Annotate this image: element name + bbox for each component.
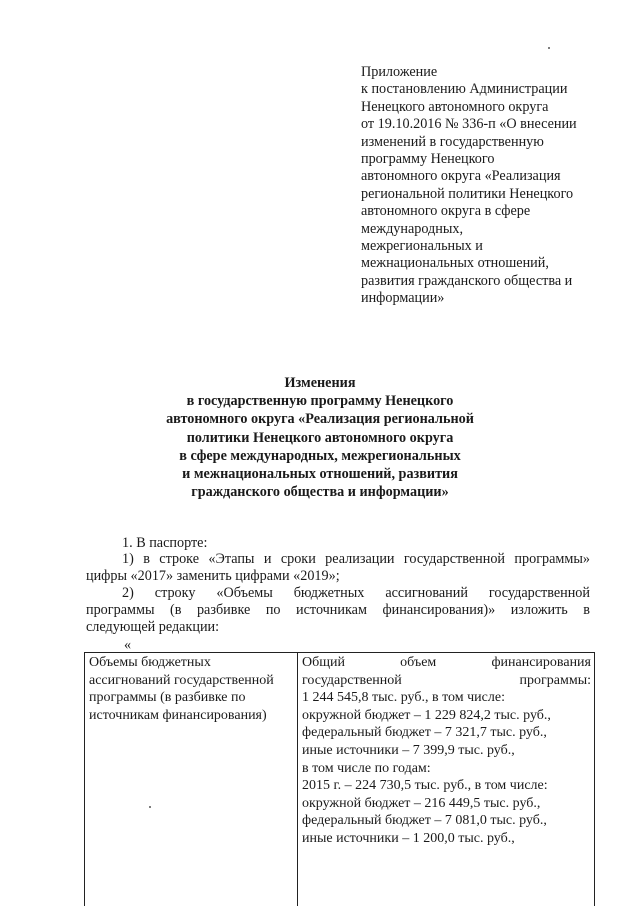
title-line: политики Ненецкого автономного округа bbox=[186, 429, 454, 446]
label-line: программы (в разбивке по bbox=[89, 690, 246, 706]
document-title bbox=[120, 374, 520, 501]
title-line: в сфере международных, межрегиональных bbox=[179, 447, 461, 464]
appendix-line: автономного округа в сфере bbox=[361, 203, 531, 220]
value-line-left: государственной bbox=[302, 672, 402, 688]
appendix-line: региональной политики Ненецкого bbox=[361, 185, 574, 202]
table-column-divider bbox=[297, 653, 298, 906]
value-line: федеральный бюджет – 7 321,7 тыс. руб., bbox=[302, 725, 547, 741]
item1-text: 1) в строке «Этапы и сроки реализации государственной программы» bbox=[122, 551, 590, 567]
appendix-header bbox=[361, 64, 611, 308]
appendix-line: развития гражданского общества и bbox=[361, 272, 573, 289]
value-line: окружной бюджет – 1 229 824,2 тыс. руб., bbox=[302, 707, 551, 723]
item2-text: 2) строку «Объемы бюджетных ассигнований государственной bbox=[122, 585, 590, 601]
item2-line3: следующей редакции: bbox=[86, 619, 220, 635]
item1-line1 bbox=[86, 551, 590, 569]
appendix-line: изменений в государственную bbox=[361, 133, 544, 150]
appendix-line: Ненецкого автономного округа bbox=[361, 98, 549, 115]
item2-line2: программы (в разбивке по источникам финансирования)» изложить в bbox=[86, 602, 590, 618]
appendix-line: межрегиональных и bbox=[361, 238, 483, 255]
appendix-line: к постановлению Администрации bbox=[361, 81, 568, 98]
label-line: источникам финансирования) bbox=[89, 707, 267, 723]
title-line: и межнациональных отношений, развития bbox=[182, 466, 458, 483]
scan-speck bbox=[548, 47, 550, 49]
appendix-line: межнациональных отношений, bbox=[361, 255, 549, 272]
value-line-right: программы: bbox=[519, 672, 591, 688]
section-heading: 1. В паспорте: bbox=[122, 535, 208, 551]
value-line: федеральный бюджет – 7 081,0 тыс. руб., bbox=[302, 813, 547, 829]
value-line: окружной бюджет – 216 449,5 тыс. руб., bbox=[302, 795, 541, 811]
title-line: Изменения bbox=[284, 375, 356, 391]
quote-open: « bbox=[124, 637, 132, 653]
appendix-line: программу Ненецкого bbox=[361, 151, 495, 168]
label-line: ассигнований государственной bbox=[89, 672, 274, 688]
value-line bbox=[302, 672, 591, 690]
appendix-line: международных, bbox=[361, 220, 464, 237]
appendix-line: Приложение bbox=[361, 64, 438, 80]
title-line: в государственную программу Ненецкого bbox=[186, 393, 454, 410]
item2-line1 bbox=[86, 585, 590, 603]
value-line: иные источники – 1 200,0 тыс. руб., bbox=[302, 830, 515, 846]
appendix-line: информации» bbox=[361, 290, 445, 307]
value-line: 2015 г. – 224 730,5 тыс. руб., в том числе: bbox=[302, 778, 548, 794]
scan-speck bbox=[149, 806, 151, 808]
value-line: иные источники – 7 399,9 тыс. руб., bbox=[302, 742, 515, 758]
label-line: Объемы бюджетных bbox=[89, 655, 211, 670]
appendix-line: от 19.10.2016 № 336-п «О внесении bbox=[361, 116, 577, 133]
value-line: Общий объем финансирования bbox=[302, 655, 591, 670]
appendix-line: автономного округа «Реализация bbox=[361, 168, 561, 185]
table-cell-value bbox=[302, 654, 591, 848]
table-cell-label bbox=[89, 654, 293, 724]
item1-line2: цифры «2017» заменить цифрами «2019»; bbox=[86, 568, 340, 584]
title-line: гражданского общества и информации» bbox=[191, 484, 449, 501]
funding-table bbox=[84, 652, 595, 906]
value-line: 1 244 545,8 тыс. руб., в том числе: bbox=[302, 690, 505, 706]
title-line: автономного округа «Реализация региональной bbox=[166, 411, 474, 428]
value-line: в том числе по годам: bbox=[302, 760, 431, 776]
